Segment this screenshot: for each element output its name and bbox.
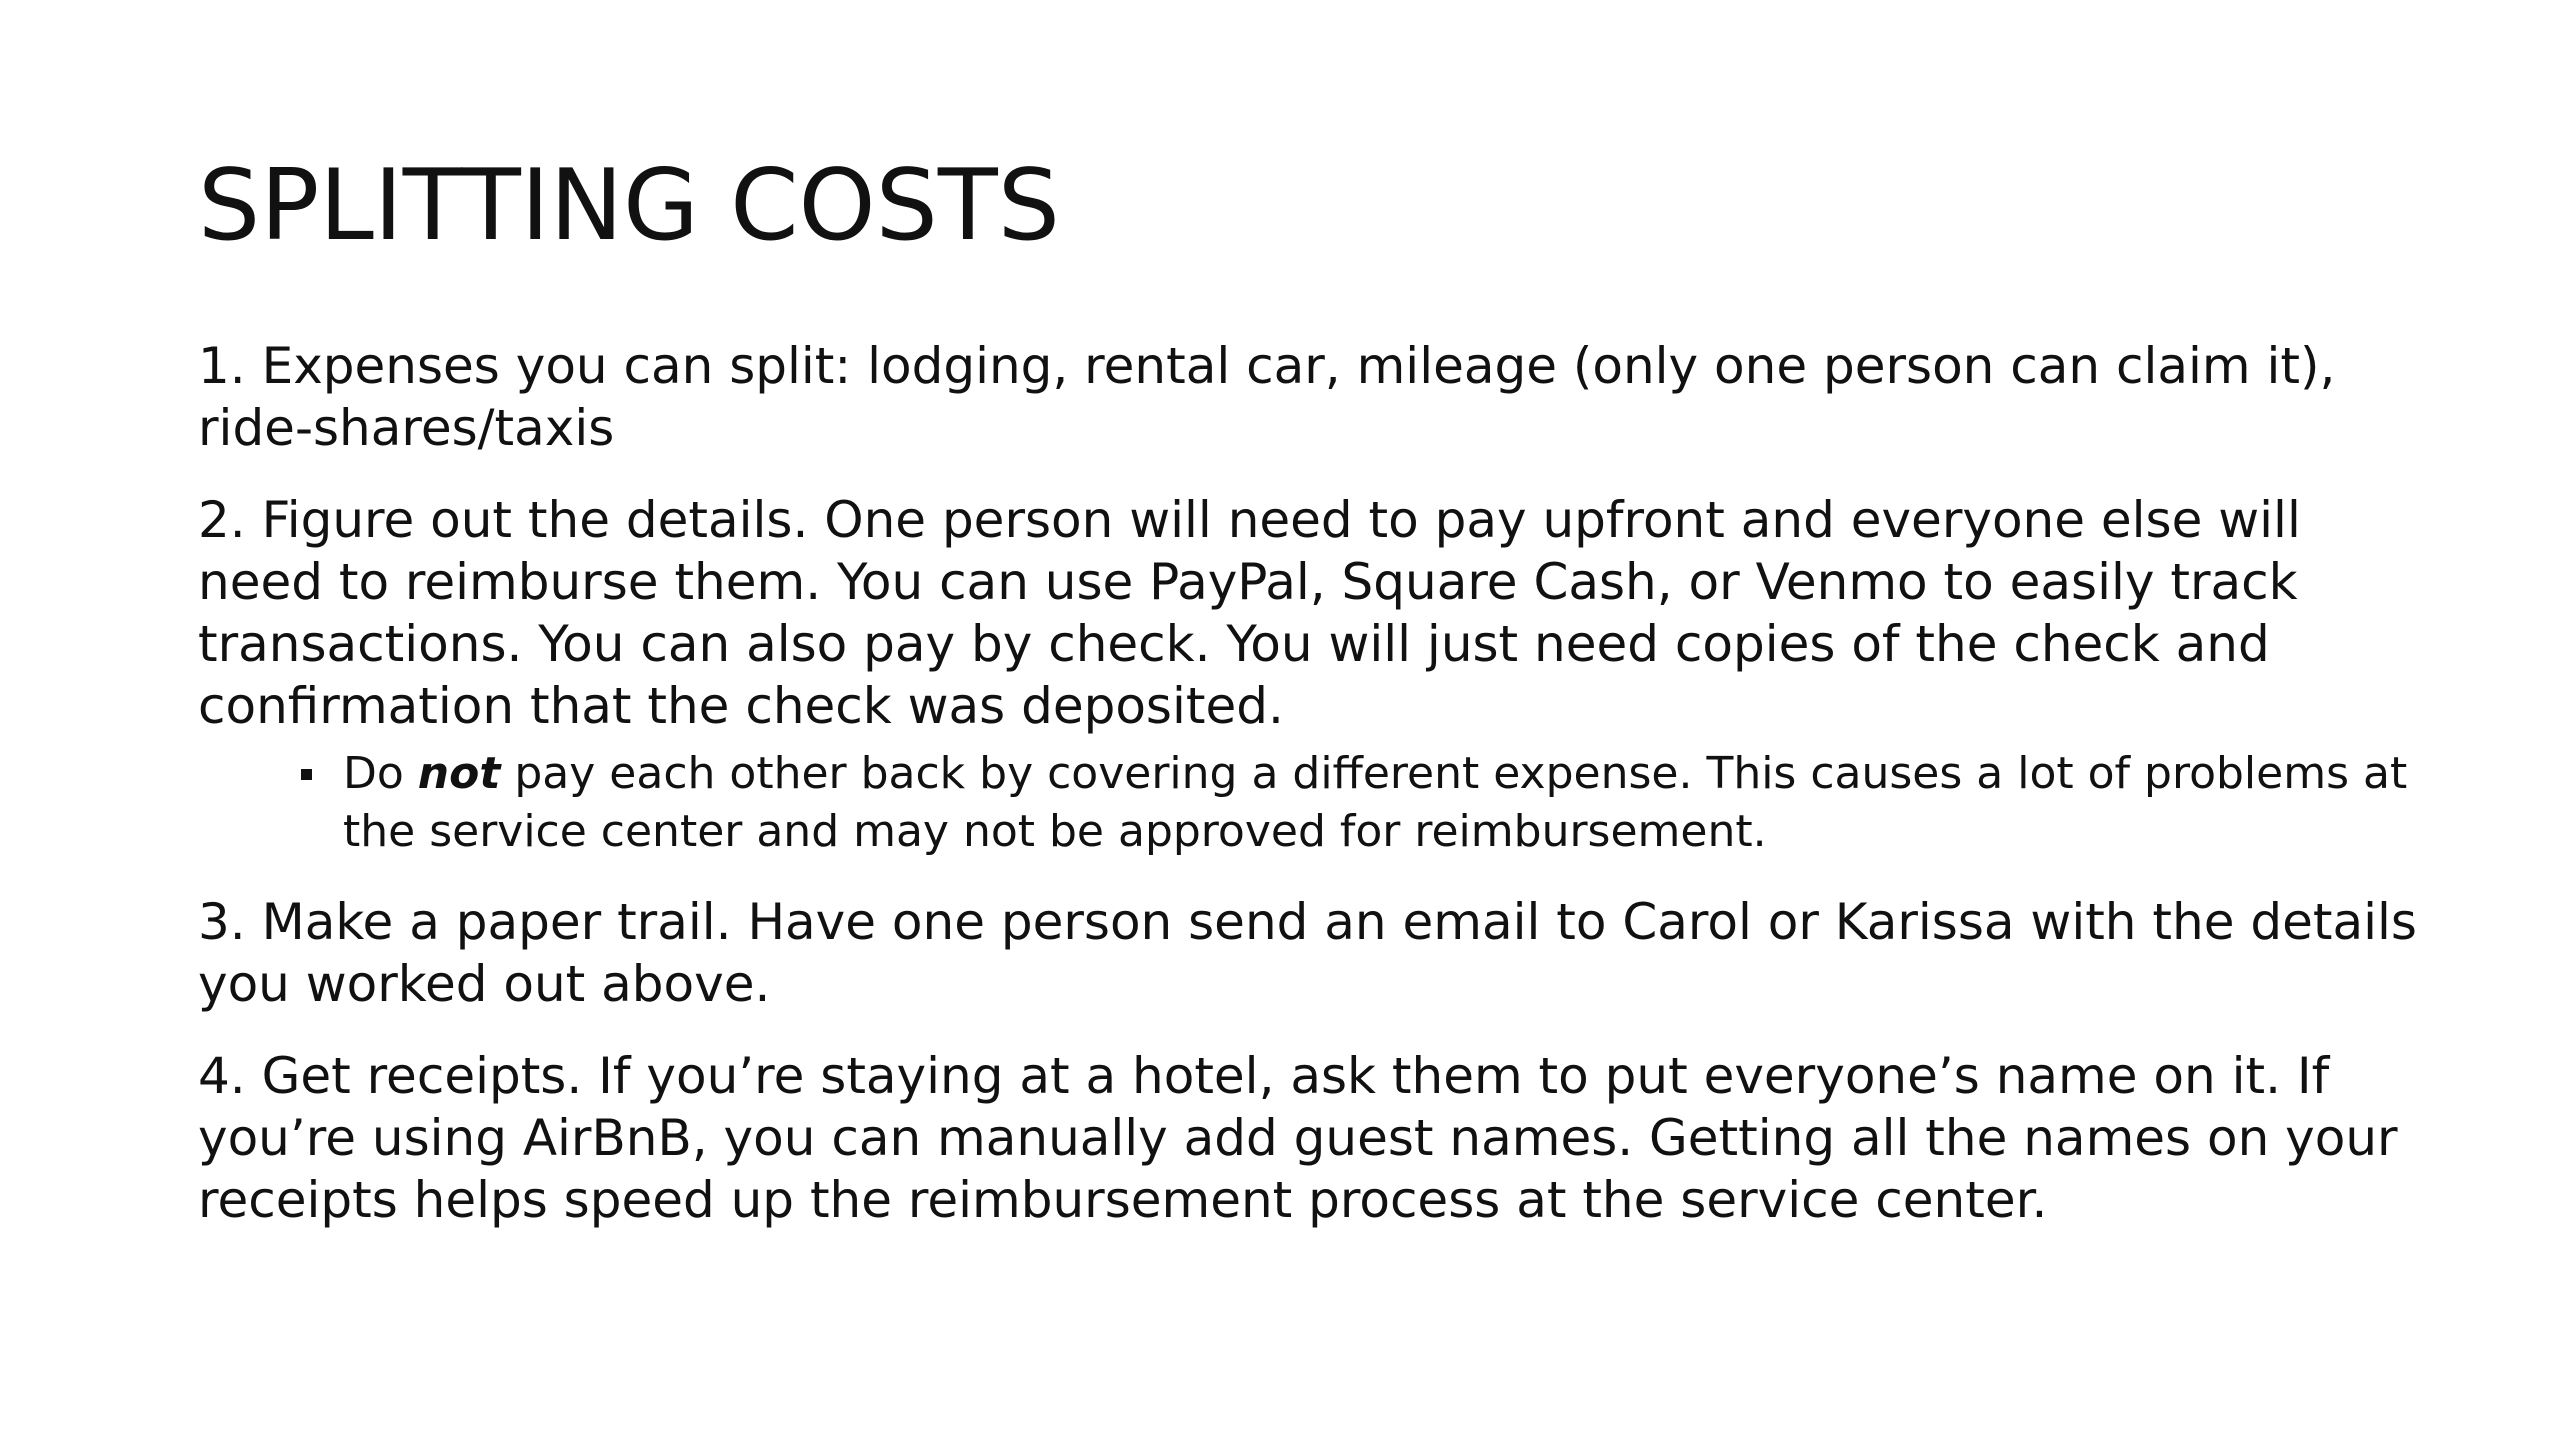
list-item-2: 2. Figure out the details. One person will need to pay upfront and everyone else will need to reimburse them. You can use PayPal, Square Cash, or Venmo to easily track transactions. You can also pay by check. You will just need copies of the check and confirmation that the check was deposited. — [198, 491, 2301, 735]
sub-bullet-suffix: pay each other back by covering a different expense. This causes a lot of problems at the service center and may not be approved for reimbursement. — [343, 748, 2408, 857]
list-item-4: 4. Get receipts. If you’re staying at a hotel, ask them to put everyone’s name on it. If you’re using AirBnB, you can manually add guest names. Getting all the names on your receipts helps speed up the reimbursement process at the service center. — [198, 1047, 2398, 1229]
sub-bullet-prefix: Do — [343, 748, 418, 799]
slide-title: SPLITTING COSTS — [198, 149, 1060, 263]
list-item-3: 3. Make a paper trail. Have one person send an email to Carol or Karissa with the details you worked out above. — [198, 893, 2417, 1013]
sub-bullet-emphasis: not — [417, 748, 501, 799]
square-bullet-icon — [301, 769, 312, 780]
sub-bullet-list — [198, 745, 2428, 861]
slide-content — [198, 335, 2428, 1261]
sub-bullet-item — [343, 745, 2428, 861]
list-item-1: 1. Expenses you can split: lodging, rental car, mileage (only one person can claim it), ride-shares/taxis — [198, 337, 2336, 457]
